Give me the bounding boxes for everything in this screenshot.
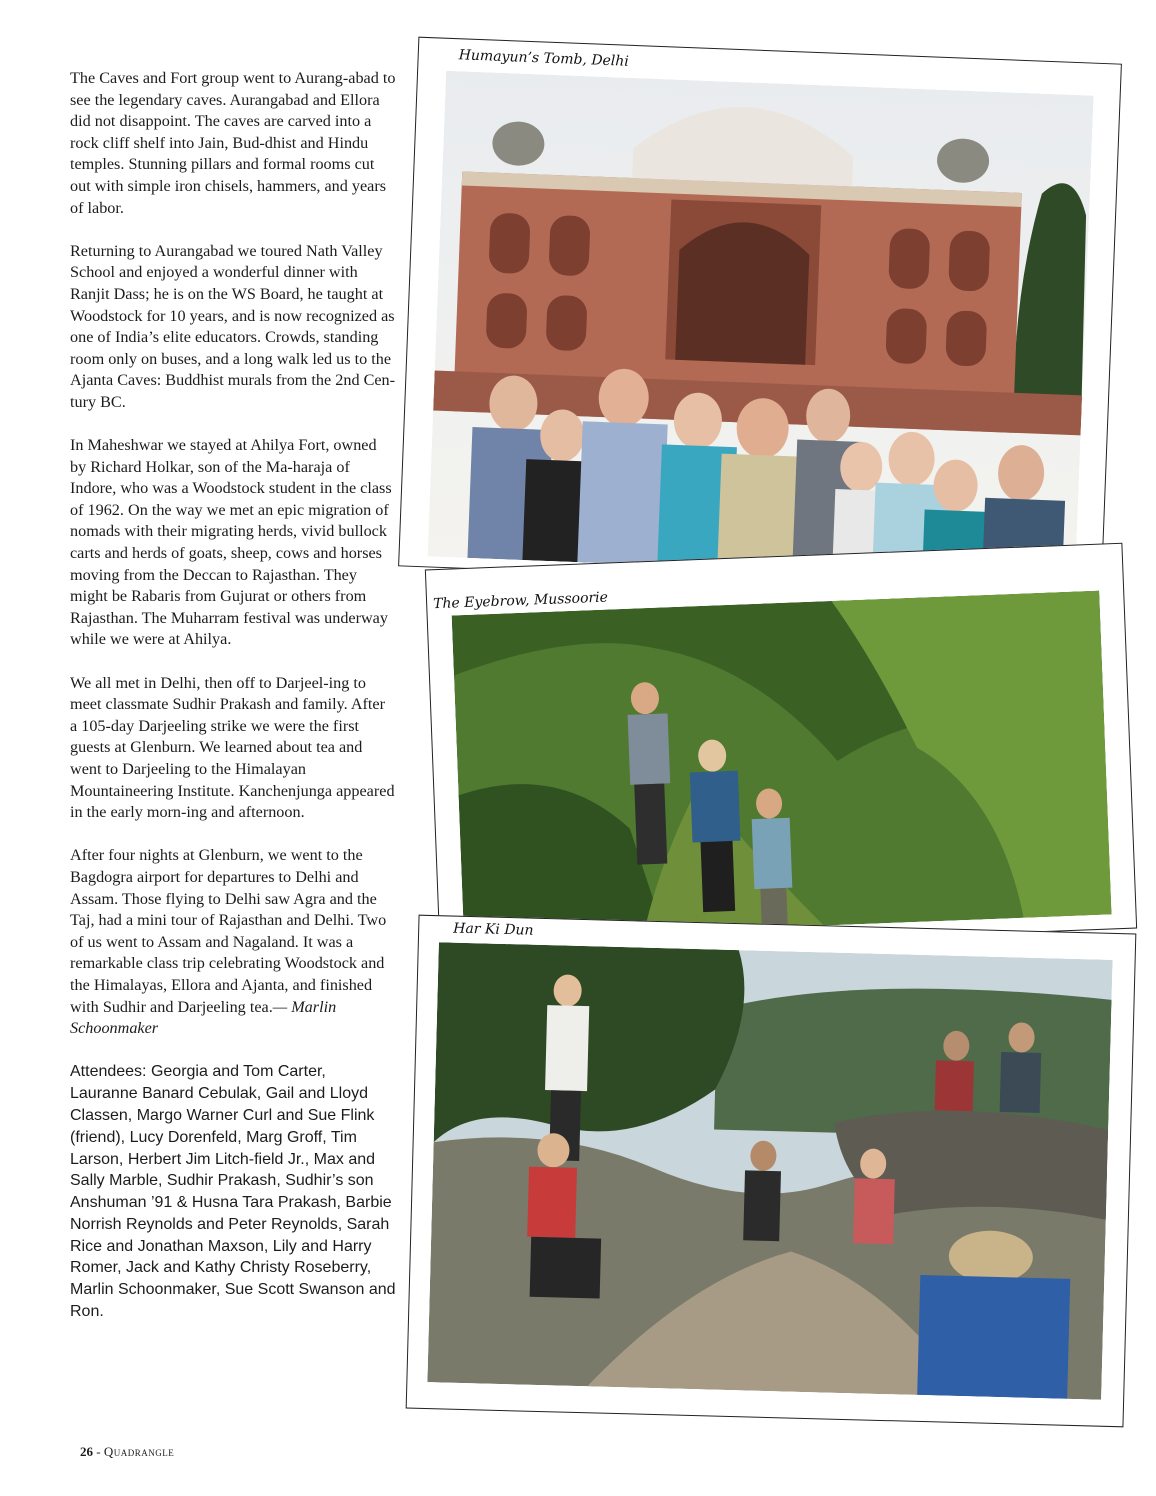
magazine-name: Quadrangle (103, 1444, 175, 1459)
photo-caption: The Eyebrow, Mussoorie (432, 589, 609, 613)
article-paragraph-4: We all met in Delhi, then off to Darjeel-ing to meet classmate Sudhir Prakash and family. After a 105-day Darjeeling strike we were the first guests at Glenburn. We learned about tea and went to Darjeeling to the Himalayan Mountaineering Institute. Kanchenjunga appeared in the early morn-ing and afternoon. (70, 673, 395, 822)
photo-card-the-eyebrow (425, 543, 1137, 956)
article-paragraph-1: The Caves and Fort group went to Aurang-abad to see the legendary caves. Aurangabad and Ellora did not disappoint. The caves are carved into a rock cliff shelf into Jain, Bud-dhist and Hindu temples. Stunning pillars and formal rooms cut out with simple iron chisels, hammers, and years of labor. (70, 69, 396, 217)
photo-card-har-ki-dun (406, 915, 1137, 1428)
photo-humayuns-tomb-group (427, 71, 1093, 582)
attendees-list: Attendees: Georgia and Tom Carter, Lauranne Banard Cebulak, Gail and Lloyd Classen, Margo Warner Curl and Sue Flink (friend), Lucy Dorenfeld, Marg Groff, Tim Larson, Herbert Jim Litch-field Jr., Max and Sally Marble, Sudhir Prakash, Sudhir’s son Anshuman ’91 & Husna Tara Prakash, Barbie Norrish Reynolds and Peter Reynolds, Sarah Rice and Jonathan Maxson, Lily and Harry Romer, Jack and Kathy Christy Roseberry, Marlin Schoonmaker, Sue Scott Swanson and Ron. (70, 1063, 396, 1321)
photo-card-humayuns-tomb (398, 37, 1122, 594)
article-paragraph-3: In Maheshwar we stayed at Ahilya Fort, owned by Richard Holkar, son of the Ma-haraja of Indore, who was a Woodstock student in the class of 1962. On the way we met an epic migration of nomads with their migrating herds, vivid bullock carts and herds of goats, sheep, cows and horses moving from the Deccan to Rajasthan. They might be Rabaris from Gujurat or others from Rajasthan. The Muharram festival was underway while we were at Ahilya. (70, 436, 392, 649)
photo-caption: Humayun’s Tomb, Delhi (458, 47, 630, 70)
article-paragraph-2: Returning to Aurangabad we toured Nath Valley School and enjoyed a wonderful dinner with Ranjit Dass; he is on the WS Board, he taught at Woodstock for 10 years, and is now recognized as one of India’s elite educators. Crowds, standing room only on buses, and a long walk led us to the Ajanta Caves: Buddhist murals from the 2nd Cen-tury BC. (70, 241, 396, 411)
paragraph-5-text: After four nights at Glenburn, we went to the Bagdogra airport for departures to Delhi and Assam. Those flying to Delhi saw Agra and the Taj, had a mini tour of Rajasthan and Delhi. Two of us went to Assam and Nagaland. It was a remarkable class trip celebrating Woodstock and the Himalayas, Ellora and Ajanta, and finished with Sudhir and Darjeeling tea. (70, 846, 387, 1016)
article-paragraph-5 (70, 845, 396, 1039)
author-byline: — Marlin Schoonmaker (70, 997, 337, 1038)
page-footer (80, 1444, 174, 1460)
photo-har-ki-dun-trekkers (427, 942, 1112, 1399)
photo-mussoorie-hikers (452, 591, 1112, 940)
footer-separator: - (93, 1444, 104, 1459)
page-number: 26 (80, 1444, 93, 1459)
article-column (70, 68, 396, 1323)
photo-caption: Har Ki Dun (453, 920, 534, 939)
